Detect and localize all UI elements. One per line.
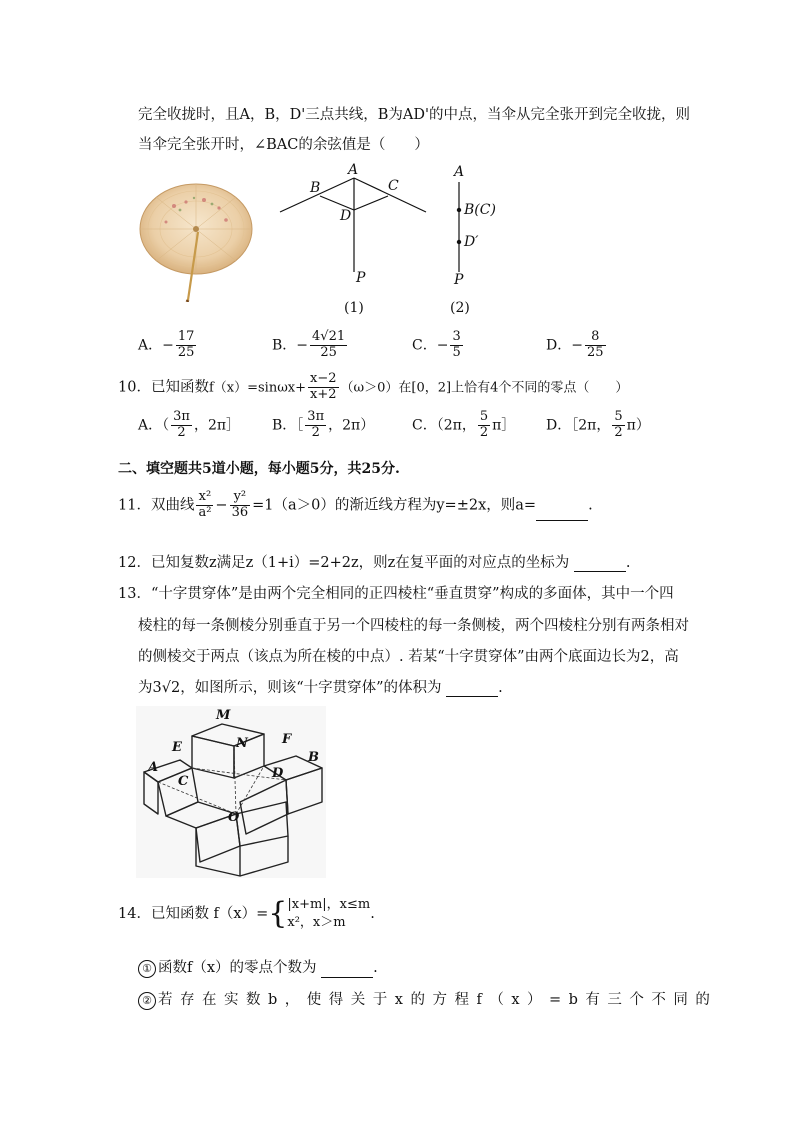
fig2-caption: (2) <box>450 300 470 316</box>
fig1-label-d: D <box>340 208 352 224</box>
fig1-label-c: C <box>388 178 399 194</box>
q10-option-a[interactable]: A．（ $\frac{3\pi}{2}$ ，2π］ <box>138 409 241 440</box>
q13-answer-blank[interactable] <box>446 682 498 697</box>
q13-line-3: 的侧棱交于两点（该点为所在棱的中点）. 若某“十字贯穿体”由两个底面边长为2，高 <box>138 649 679 665</box>
q10-stem: 10．已知函数f（x）=sinωx+ $\frac{x-2}{x+2}$ （ω＞0）在[0，2]上恰有4个不同的零点（ ） <box>118 371 629 402</box>
umbrella-photo <box>134 172 254 302</box>
q13-line-2: 棱柱的每一条侧棱分别垂直于另一个四棱柱的每一条侧棱，两个四棱柱分别有两条相对 <box>138 618 689 634</box>
q9-line-2: 当伞完全张开时，∠BAC的余弦值是（ ） <box>138 137 429 153</box>
q9-option-c[interactable]: C．− $\frac{3}{5}$ <box>412 329 461 360</box>
fig13-label-e: E <box>172 740 182 755</box>
q10-option-b[interactable]: B．［ $\frac{3\pi}{2}$ ，2π） <box>272 409 375 440</box>
q14-sub-1: ① 函数f（x）的零点个数为 . <box>138 956 378 978</box>
q10-option-c[interactable]: C．（2π， $\frac{5}{2}$ π］ <box>412 409 516 440</box>
fig1-label-b: B <box>310 180 321 196</box>
fig1-caption: (1) <box>344 300 364 316</box>
umbrella-diagram-2 <box>440 160 520 320</box>
fig1-label-p: P <box>356 270 366 286</box>
q9-option-b[interactable]: B．− $\frac{4√21}{25}$ <box>272 329 346 360</box>
q14-stem: 14．已知函数 f（x）={ |x+m|，x≤m x²，x＞m . <box>118 896 375 932</box>
q9-line-1: 完全收拢时，且A，B，D'三点共线，B为AD'的中点，当伞从完全张开到完全收拢，则 <box>138 107 690 123</box>
fig13-label-b: B <box>308 750 319 765</box>
fig13-label-c: C <box>178 774 189 789</box>
q14-answer-blank-1[interactable] <box>321 963 373 978</box>
q9-option-d[interactable]: D．− $\frac{8}{25}$ <box>546 329 604 360</box>
cross-polyhedron-figure <box>136 706 326 878</box>
fig13-label-o: O <box>228 810 240 825</box>
fig13-label-m: M <box>216 708 231 723</box>
fig13-label-n: N <box>236 736 248 751</box>
q14-sub-2: ② 若存在实数b，使得关于x的方程f（x）=b有三个不同的 <box>138 988 717 1010</box>
q12-stem: 12．已知复数z满足z（1+i）=2+2z，则z在复平面的对应点的坐标为 . <box>118 555 631 571</box>
section-2-heading: 二、填空题共5道小题，每小题5分，共25分. <box>118 461 400 477</box>
q9-option-a[interactable]: A．− $\frac{17}{25}$ <box>138 329 195 360</box>
q13-line-1: 13．“十字贯穿体”是由两个完全相同的正四棱柱“垂直贯穿”构成的多面体，其中一个四 <box>118 586 674 602</box>
fig2-label-d: D′ <box>464 234 479 250</box>
q11-stem: 11．双曲线 $\frac{\text{x²}}{\text{a²}}$ − $\frac{\text{y²}}{36}$ =1（a＞0）的渐近线方程为y=±2x，则a= . <box>118 489 593 520</box>
umbrella-diagram-1 <box>276 160 436 320</box>
q11-answer-blank[interactable] <box>536 506 588 521</box>
fig13-label-d: D <box>272 766 284 781</box>
fig2-label-bc: B(C) <box>464 202 496 218</box>
fig2-label-p: P <box>454 272 464 288</box>
q12-answer-blank[interactable] <box>574 557 626 572</box>
fig1-label-a: A <box>348 162 359 178</box>
fig13-label-f: F <box>282 732 292 747</box>
q10-option-d[interactable]: D．［2π， $\frac{5}{2}$ π） <box>546 409 650 440</box>
fig13-label-a: A <box>148 760 159 775</box>
q13-line-4: 为3√2，如图所示，则该“十字贯穿体”的体积为 . <box>138 680 503 696</box>
fig2-label-a: A <box>454 164 465 180</box>
